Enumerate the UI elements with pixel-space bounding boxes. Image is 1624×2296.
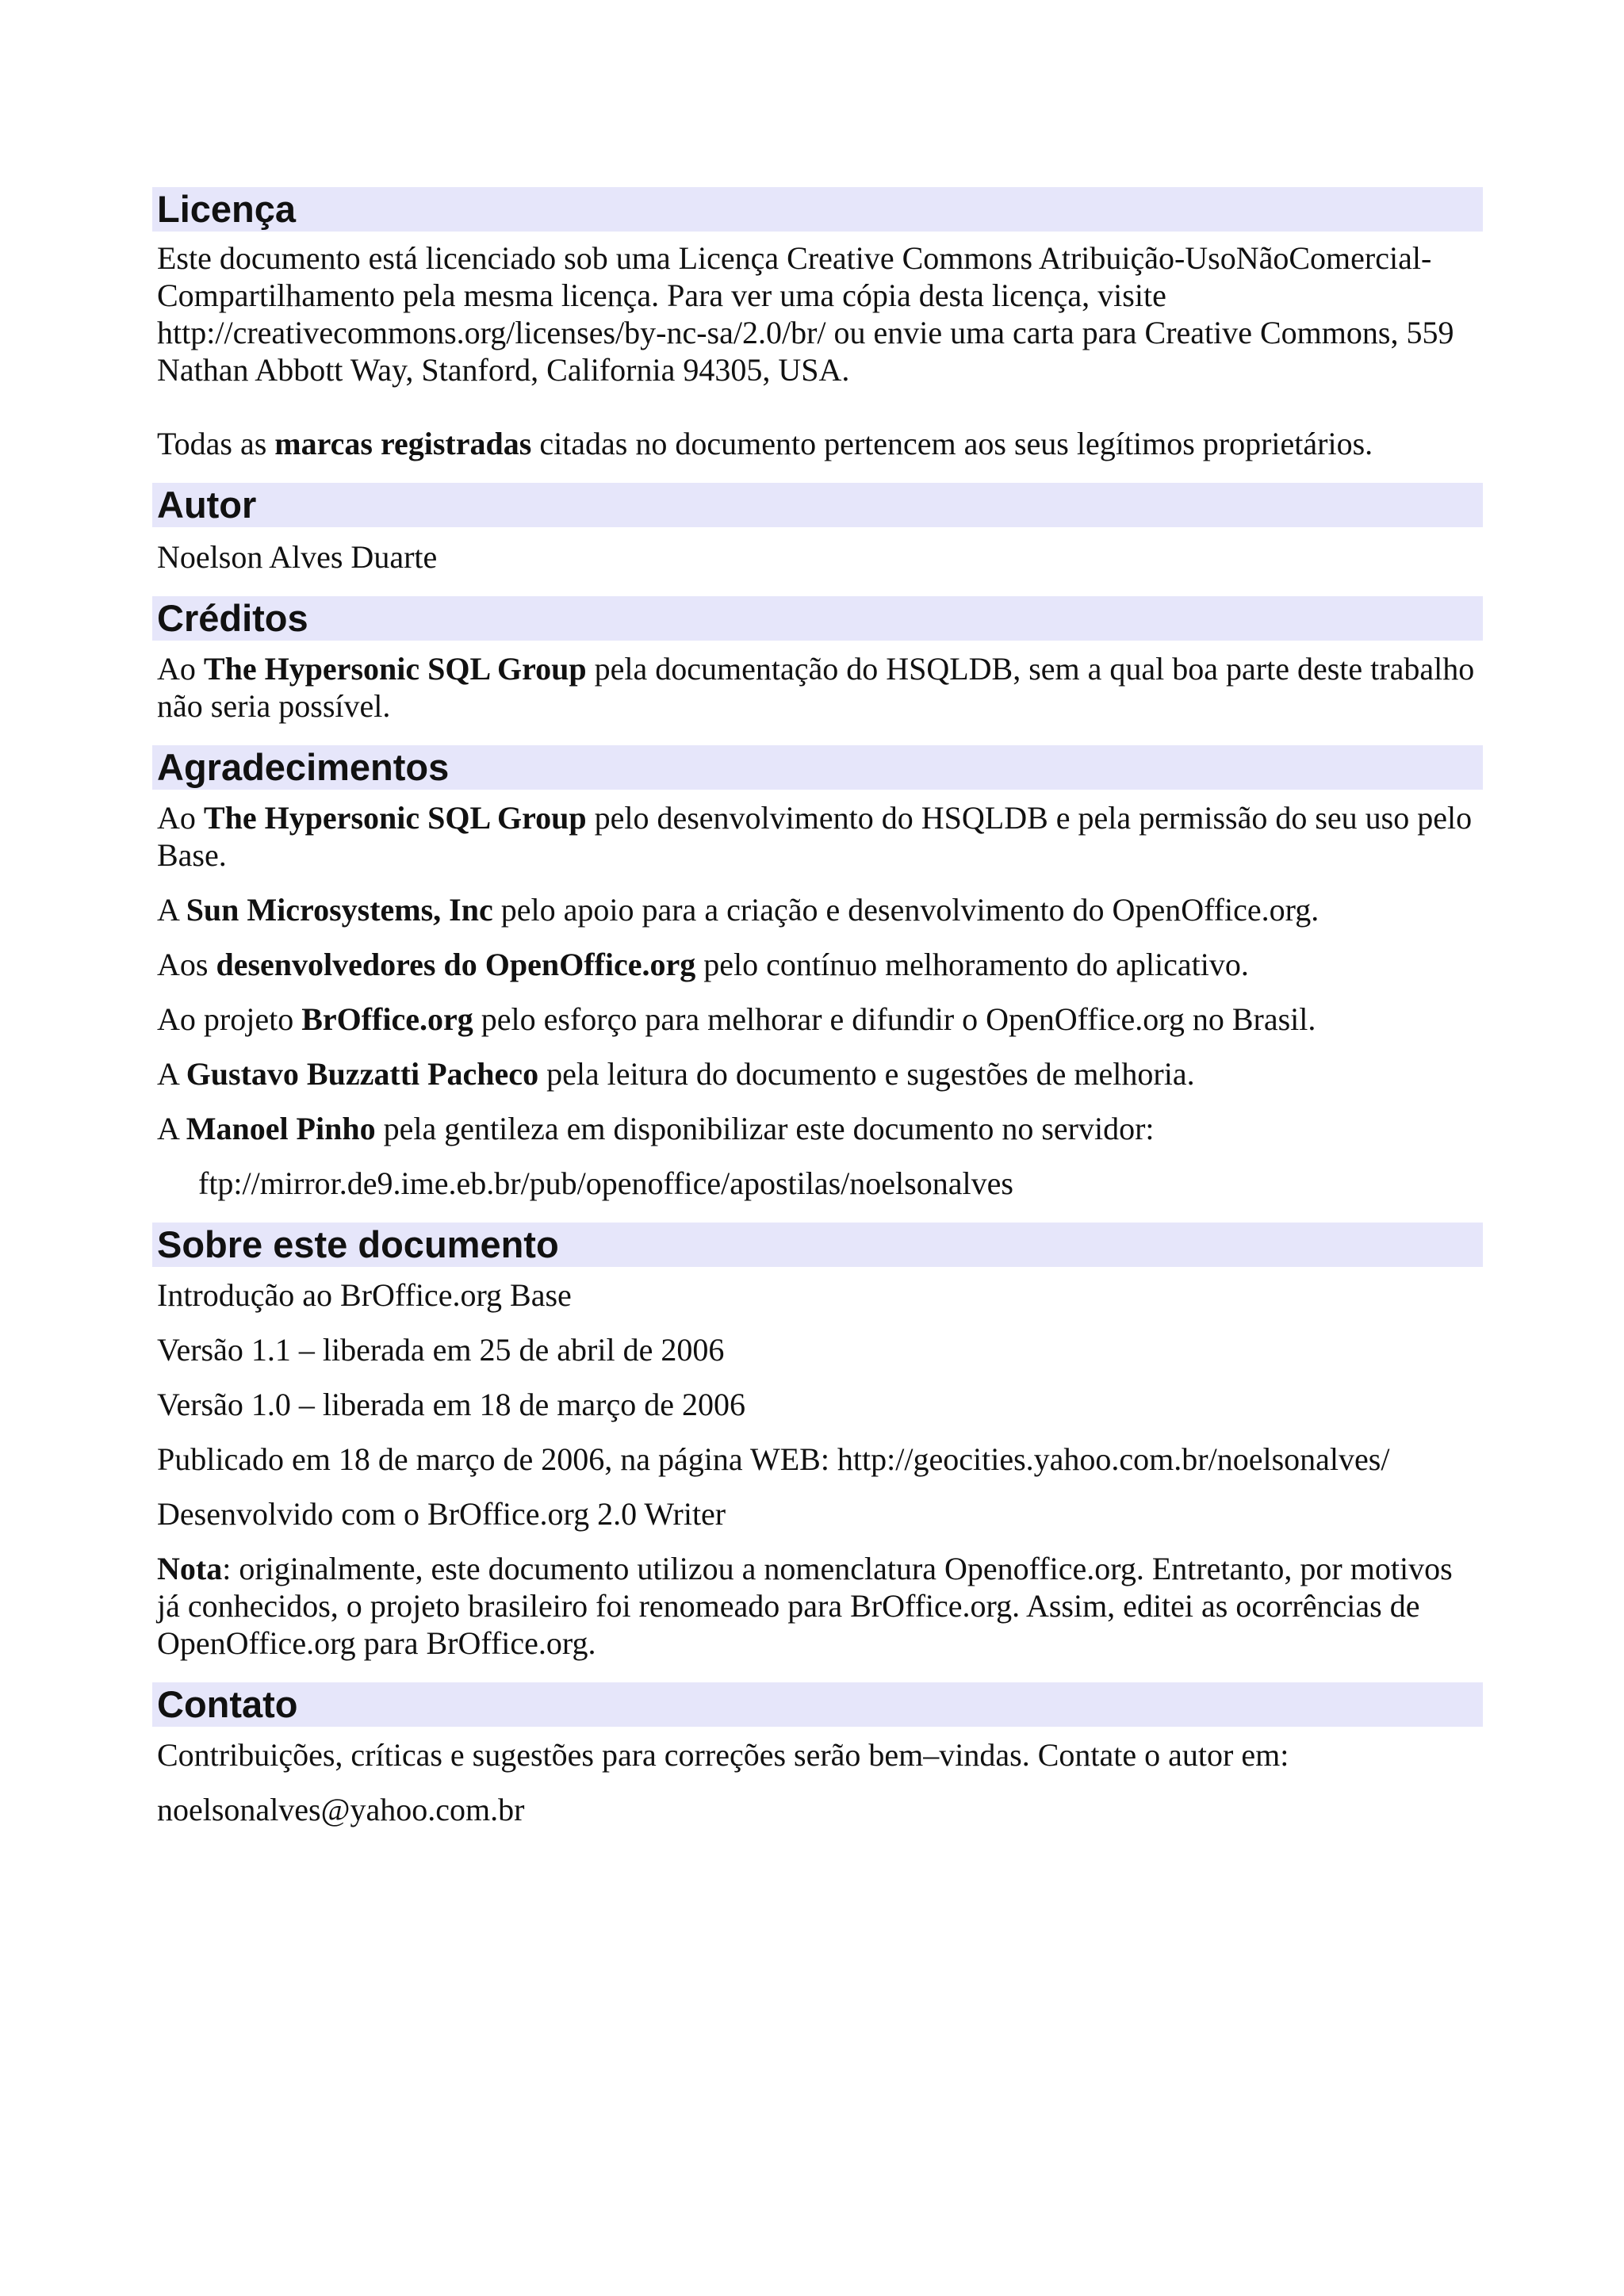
about-line: Publicado em 18 de março de 2006, na página WEB: http://geocities.yahoo.com.br/noelsonalves/ bbox=[157, 1441, 1390, 1477]
ack-bold: Sun Microsystems, Inc bbox=[186, 892, 493, 928]
trademark-pre: Todas as bbox=[157, 426, 275, 461]
ack-post: pela leitura do documento e sugestões de melhoria. bbox=[538, 1056, 1195, 1092]
ack-pre: Ao bbox=[157, 800, 204, 836]
note-label: Nota bbox=[157, 1551, 223, 1586]
ack-post: pela gentileza em disponibilizar este documento no servidor: bbox=[375, 1111, 1155, 1146]
about-line: Versão 1.0 – liberada em 18 de março de 2006 bbox=[157, 1387, 745, 1422]
ack-item bbox=[152, 946, 1483, 983]
note-body: : originalmente, este documento utilizou a nomenclatura Openoffice.org. Entretanto, por motivos já conhecidos, o projeto brasileiro foi renomeado para BrOffice.org. Assim, editei as ocorrências de OpenOffice.org para BrOffice.org. bbox=[157, 1551, 1453, 1661]
ack-post: pelo apoio para a criação e desenvolvimento do OpenOffice.org. bbox=[492, 892, 1320, 928]
ack-pre: Ao projeto bbox=[157, 1001, 302, 1037]
ack-bold: Gustavo Buzzatti Pacheco bbox=[186, 1056, 539, 1092]
credits-bold: The Hypersonic SQL Group bbox=[203, 651, 587, 687]
credits-pre: Ao bbox=[157, 651, 204, 687]
ack-bold: desenvolvedores do OpenOffice.org bbox=[216, 947, 696, 982]
note-text bbox=[152, 1550, 1483, 1662]
ftp-address: ftp://mirror.de9.ime.eb.br/pub/openoffice/apostilas/noelsonalves bbox=[198, 1165, 1013, 1201]
ack-item bbox=[152, 1055, 1483, 1093]
document-page bbox=[152, 187, 1483, 1828]
ack-pre: A bbox=[157, 1111, 186, 1146]
ack-item bbox=[152, 799, 1483, 874]
trademark-bold: marcas registradas bbox=[274, 426, 532, 461]
contact-email: noelsonalves@yahoo.com.br bbox=[157, 1792, 525, 1827]
ack-bold: Manoel Pinho bbox=[186, 1111, 376, 1146]
author-name: Noelson Alves Duarte bbox=[157, 539, 438, 575]
heading-autor: Autor bbox=[152, 483, 1483, 527]
contact-text: Contribuições, críticas e sugestões para correções serão bem–vindas. Contate o autor em: bbox=[157, 1737, 1289, 1773]
ack-post: pelo contínuo melhoramento do aplicativo. bbox=[695, 947, 1249, 982]
ack-item bbox=[152, 1001, 1483, 1038]
about-line: Versão 1.1 – liberada em 25 de abril de 2006 bbox=[157, 1332, 725, 1368]
heading-licenca: Licença bbox=[152, 187, 1483, 232]
ack-pre: Aos bbox=[157, 947, 216, 982]
license-text: Este documento está licenciado sob uma Licença Creative Commons Atribuição-UsoNãoComercial-Compartilhamento pela mesma licença. Para ver uma cópia desta licença, visite http://creativecommons.org/licenses/by-nc-sa/2.0/br/ ou envie uma carta para Creative Commons, 559 Nathan Abbott Way, Stanford, California 94305, USA. bbox=[157, 240, 1454, 388]
credits-text bbox=[152, 650, 1483, 725]
heading-agradecimentos: Agradecimentos bbox=[152, 745, 1483, 790]
ack-bold: The Hypersonic SQL Group bbox=[203, 800, 587, 836]
heading-contato: Contato bbox=[152, 1682, 1483, 1727]
ack-pre: A bbox=[157, 892, 186, 928]
trademark-post: citadas no documento pertencem aos seus legítimos proprietários. bbox=[531, 426, 1373, 461]
ack-item bbox=[152, 891, 1483, 928]
ack-post: pelo desenvolvimento do HSQLDB e pela permissão do seu uso pelo Base. bbox=[157, 800, 1473, 873]
heading-creditos: Créditos bbox=[152, 596, 1483, 641]
trademark-text bbox=[152, 425, 1483, 462]
ack-pre: A bbox=[157, 1056, 186, 1092]
credits-post: pela documentação do HSQLDB, sem a qual boa parte deste trabalho não seria possível. bbox=[157, 651, 1475, 724]
about-line: Desenvolvido com o BrOffice.org 2.0 Writer bbox=[157, 1496, 726, 1532]
ack-item bbox=[152, 1110, 1483, 1147]
heading-sobre: Sobre este documento bbox=[152, 1223, 1483, 1267]
ack-post: pelo esforço para melhorar e difundir o OpenOffice.org no Brasil. bbox=[473, 1001, 1316, 1037]
ack-bold: BrOffice.org bbox=[301, 1001, 473, 1037]
about-line: Introdução ao BrOffice.org Base bbox=[157, 1277, 572, 1313]
